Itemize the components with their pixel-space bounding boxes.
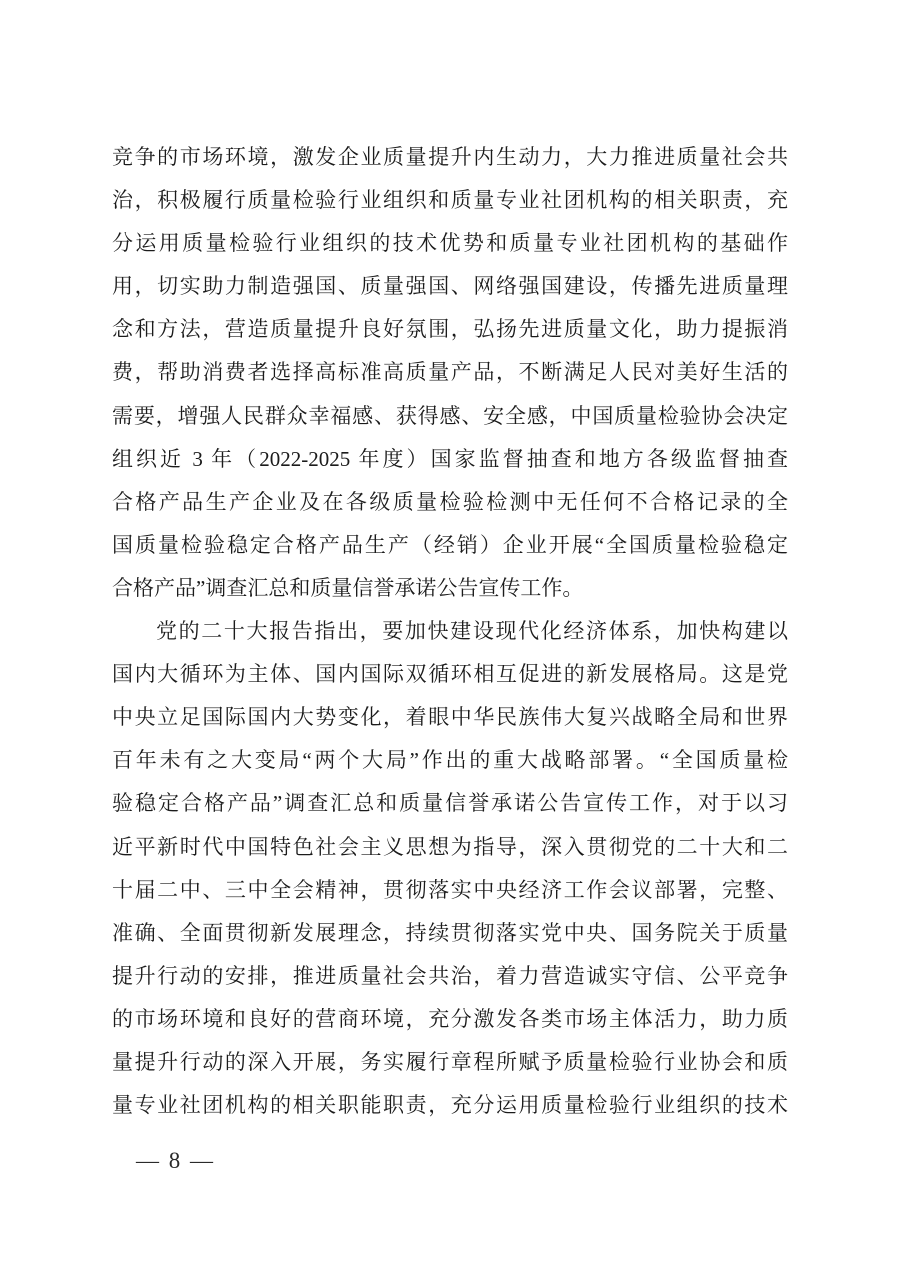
text-line: 准确、全面贯彻新发展理念，持续贯彻落实党中央、国务院关于质量	[112, 920, 788, 945]
text-line: 合格产品”调查汇总和质量信誉承诺公告宣传工作。	[112, 575, 584, 600]
text-line: 治，积极履行质量检验行业组织和质量专业社团机构的相关职责，充	[112, 188, 788, 213]
text-line: 党的二十大报告指出，要加快建设现代化经济体系，加快构建以	[156, 619, 788, 644]
text-line: 近平新时代中国特色社会主义思想为指导，深入贯彻党的二十大和二	[112, 834, 788, 859]
page-number: — 8 —	[136, 1148, 215, 1173]
text-line: 十届二中、三中全会精神，贯彻落实中央经济工作会议部署，完整、	[112, 877, 788, 902]
text-line: 竞争的市场环境，激发企业质量提升内生动力，大力推进质量社会共	[112, 145, 788, 169]
paragraph-second	[112, 610, 788, 1127]
text-line: 提升行动的安排，推进质量社会共治，着力营造诚实守信、公平竞争	[112, 963, 788, 988]
body-text	[112, 136, 788, 1127]
text-line: 需要，增强人民群众幸福感、获得感、安全感，中国质量检验协会决定	[112, 403, 788, 428]
text-line: 中央立足国际国内大势变化，着眼中华民族伟大复兴战略全局和世界	[112, 705, 788, 730]
text-line: 念和方法，营造质量提升良好氛围，弘扬先进质量文化，助力提振消	[112, 317, 788, 342]
text-line: 组织近 3 年（2022-2025 年度）国家监督抽查和地方各级监督抽查	[112, 446, 788, 471]
text-line: 的市场环境和良好的营商环境，充分激发各类市场主体活力，助力质	[112, 1006, 788, 1031]
text-line: 量提升行动的深入开展，务实履行章程所赋予质量检验行业协会和质	[112, 1049, 788, 1074]
text-line: 百年未有之大变局“两个大局”作出的重大战略部署。“全国质量检	[112, 748, 788, 773]
text-line: 国质量检验稳定合格产品生产（经销）企业开展“全国质量检验稳定	[112, 532, 788, 557]
text-line: 量专业社团机构的相关职能职责，充分运用质量检验行业组织的技术	[112, 1093, 788, 1118]
paragraph-continuation	[112, 136, 788, 610]
text-line: 分运用质量检验行业组织的技术优势和质量专业社团机构的基础作	[112, 231, 788, 256]
text-line: 合格产品生产企业及在各级质量检验检测中无任何不合格记录的全	[112, 489, 788, 514]
text-line: 费，帮助消费者选择高标准高质量产品，不断满足人民对美好生活的	[112, 360, 788, 385]
text-line: 国内大循环为主体、国内国际双循环相互促进的新发展格局。这是党	[112, 662, 788, 687]
text-line: 用，切实助力制造强国、质量强国、网络强国建设，传播先进质量理	[112, 274, 788, 299]
text-line: 验稳定合格产品”调查汇总和质量信誉承诺公告宣传工作，对于以习	[112, 791, 788, 816]
